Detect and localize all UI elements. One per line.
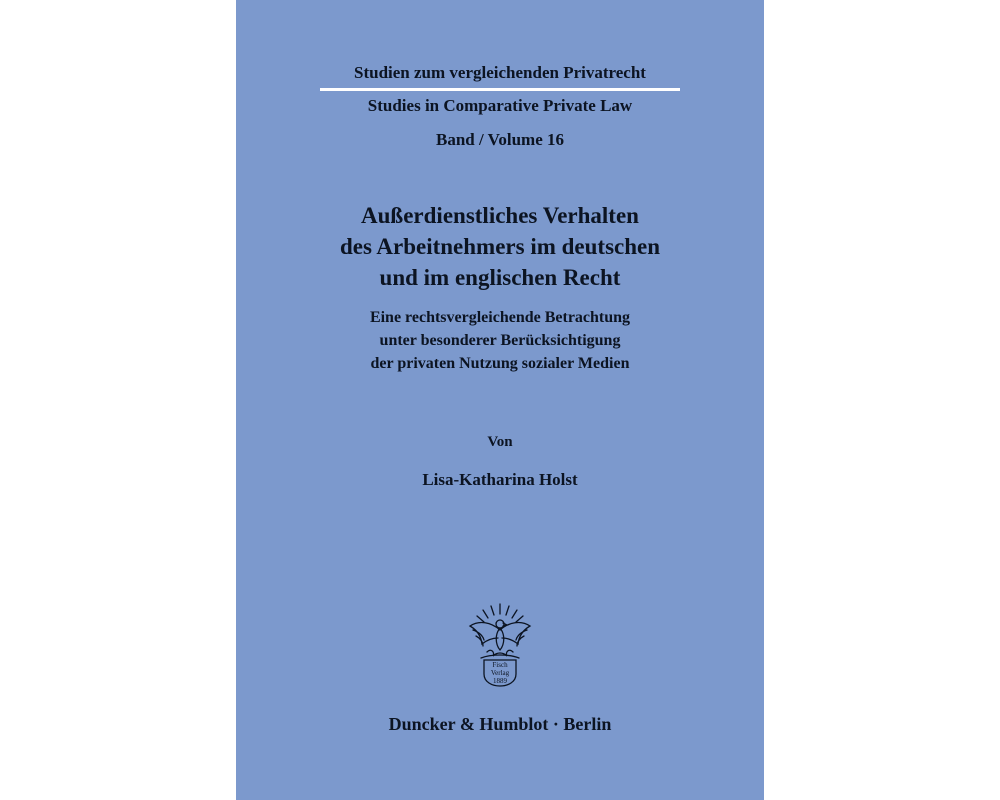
- phoenix-publisher-logo-icon: [467, 600, 533, 688]
- author-name: Lisa-Katharina Holst: [422, 470, 578, 489]
- publisher-imprint: Duncker & Humblot · Berlin: [388, 714, 612, 734]
- series-divider: [320, 88, 680, 91]
- logo-text-line-2: Verlag: [490, 669, 510, 677]
- book-subtitle-line-3: der privaten Nutzung sozialer Medien: [370, 355, 630, 372]
- series-title-german: Studien zum vergleichenden Privatrecht: [354, 63, 646, 82]
- logo-text-line-1: Fisch: [492, 661, 508, 669]
- series-title-english: Studies in Comparative Private Law: [367, 96, 633, 115]
- by-label: Von: [487, 434, 513, 450]
- book-title: [236, 200, 764, 293]
- book-cover: [236, 0, 764, 800]
- book-subtitle: [236, 306, 764, 375]
- book-title-line-3: und im englischen Recht: [379, 265, 621, 290]
- logo-text-line-3: 1889: [493, 677, 507, 685]
- volume-number: Band / Volume 16: [435, 130, 564, 149]
- book-subtitle-line-2: unter besonderer Berücksichtigung: [379, 332, 621, 349]
- book-title-line-1: Außerdienstliches Verhalten: [361, 203, 639, 228]
- book-title-line-2: des Arbeitnehmers im deutschen: [339, 234, 661, 259]
- book-subtitle-line-1: Eine rechtsvergleichende Betrachtung: [369, 309, 631, 326]
